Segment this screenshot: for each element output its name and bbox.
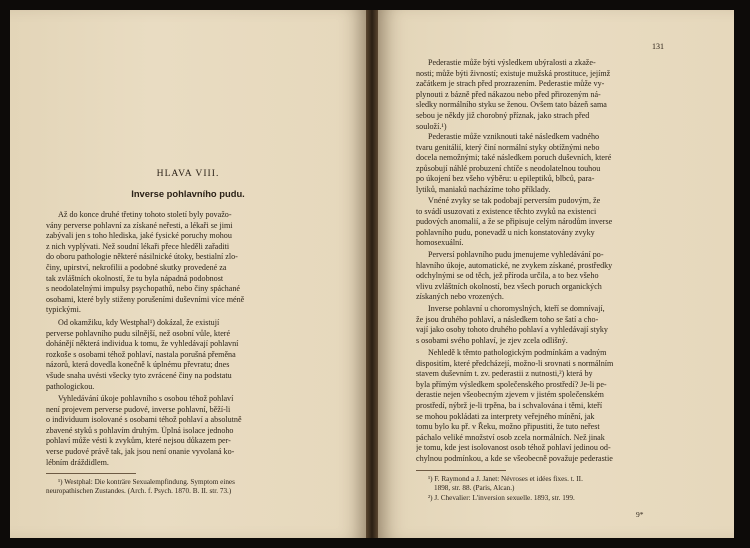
right-paragraph-6 <box>416 348 712 465</box>
text-line: nosti; může býti živností; existuje mužská prostituce, jejímž <box>416 68 611 78</box>
book-gutter <box>366 10 378 538</box>
footnote-line: ¹) F. Raymond a J. Janet: Névroses et idées fixes. t. II. <box>428 475 583 483</box>
text-line: po úkojení bez všeho výběru: u epileptiků, blbců, para- <box>416 174 595 184</box>
text-line: Od okamžiku, kdy Westphal¹) dokázal, že existují <box>58 318 220 327</box>
left-footnotes <box>46 478 342 497</box>
right-footnotes <box>416 475 712 503</box>
footnote-line: ¹) Westphal: Die konträre Sexualempfindung. Symptom eines <box>58 478 235 486</box>
paragraph-text <box>46 318 342 392</box>
text-line: perverse pohlavního pudu silnější, než osobní vůle, které <box>46 328 231 338</box>
text-line: s osobami svého pohlaví, je zjev zcela odlišný. <box>416 335 568 345</box>
text-line: tak zvláštních okolností, že tu byla nápadná podobnost <box>46 273 224 283</box>
chapter-subtitle: Inverse pohlavního pudu. <box>131 188 245 199</box>
text-line: Pederastie může vzniknouti také následkem vadného <box>428 132 600 141</box>
text-line: plynouti z bázně před nákazou nebo před přirozeným ná- <box>416 89 601 99</box>
text-line: odchylnými se od těch, jež příroda určila, a to bez všeho <box>416 271 599 281</box>
text-line: vají jako osoby tohoto druhého pohlaví a vyhledávají styky <box>416 325 608 335</box>
text-line: Až do konce druhé třetiny tohoto století byly považo- <box>58 210 232 219</box>
footnote-line: neuropathischen Zustandes. (Arch. f. Psych. 1870. B. II. str. 73.) <box>46 487 232 496</box>
text-line: s neodolatelnými impulsy psychopathů, nebo činy spáchané <box>46 284 240 294</box>
text-line: pohlavního pudu, ponevadž u nich konstatovány zvyky <box>416 227 595 237</box>
text-line: získaných nebo vrozených. <box>416 292 504 302</box>
right-paragraph-1 <box>416 58 712 132</box>
footnote-line: ²) J. Chevalier: L'inversion sexuelle. 1893, str. 199. <box>428 493 575 502</box>
text-line: rozkoše s osobami téhož pohlaví, nastala porušná přeměna <box>46 349 236 359</box>
text-line: že jsou druhého pohlaví, a následkem toho se šatí a cho- <box>416 314 599 324</box>
text-line: Pederastie může býti výsledkem ubýralosti a zkaže- <box>428 58 596 67</box>
text-line: Perversí pohlavního pudu jmenujeme vyhledávání po- <box>428 250 604 259</box>
right-page <box>378 10 734 538</box>
paragraph-text <box>416 132 712 196</box>
text-line: není projevem perverse pudové, inverse pohlavní, běží-li <box>46 404 231 414</box>
text-line: homosexuální. <box>416 238 464 248</box>
paragraph-text <box>416 304 712 346</box>
text-line: Inverse pohlavní u choromyslných, kteří se domnívají, <box>428 304 605 313</box>
text-line: zabývali jen s toho hlediska, jaké fysické poruchy mohou <box>46 231 232 241</box>
signature-mark: 9* <box>636 510 644 519</box>
footnote-line: 1898, str. 88. (Paris, Alcan.) <box>434 484 515 493</box>
text-line: vlivu zvláštních okolností, bez všech poruch organických <box>416 281 602 291</box>
text-line: Nehledě k těmto pathologickým podmínkám a vadným <box>428 348 607 357</box>
text-line: sledky normálního styku se ženou. Ovšem tato bázeň sama <box>416 100 607 110</box>
paragraph-text <box>46 210 342 316</box>
text-line: prostředí, nýbrž je-li trpěna, ba i schvalována i těmi, kteří <box>416 400 603 410</box>
chapter-title: HLAVA VIII. <box>156 168 220 179</box>
text-line: začátkem je strach před prozrazením. Pederastie může vy- <box>416 79 605 89</box>
text-line: názorů, která dovedla konečně k úplnému převratu; dnes <box>46 360 230 370</box>
text-line: hlavního úkoje, automatické, ne zvykem získané, prostředky <box>416 260 613 270</box>
text-line: osobami, které byly stiženy porušeními duševními více méně <box>46 294 245 304</box>
text-line: to svádí usuzovati z existence těchto zvyků na existenci <box>416 206 597 216</box>
left-paragraph-2 <box>46 318 342 392</box>
footnote-rule <box>46 473 136 474</box>
text-line: stavem duševním t. zv. pederastii z nutnosti,²) která by <box>416 369 593 379</box>
text-line: zbavené styků s pohlavím druhým. Úplná isolace jednoho <box>46 425 234 435</box>
text-line: činy, upirství, nekrofilii a podobné skutky provedené za <box>46 262 227 272</box>
text-line: docela nemožnými; také následkem poruch duševních, které <box>416 153 612 163</box>
left-paragraph-1 <box>46 210 342 316</box>
text-line: tomu bylo ku př. v Řeku, možno připustiti, že tuto neřest <box>416 422 600 432</box>
text-line: typickými. <box>46 305 81 315</box>
text-line: z nich vyplývati. Než soudní lékaři přece hleděli zařaditi <box>46 241 230 251</box>
right-paragraph-4 <box>416 250 712 303</box>
text-line: verse pudové právě tak, jak jsou není onanie vyvolaná ko- <box>46 446 235 456</box>
right-paragraph-5 <box>416 304 712 346</box>
left-page <box>10 10 366 538</box>
text-line: způsobují náhlé probuzení chtíče s neodolatelnou touhou <box>416 163 601 173</box>
text-line: vány perverse pohlavní za získané neřesti, a lékaři se jimi <box>46 220 233 230</box>
paragraph-text <box>416 58 712 132</box>
text-line: sebou je někdy již chorobný příznak, jako strach před <box>416 110 590 120</box>
text-line: se mohou pokládati za interprety veřejného mínění, jak <box>416 411 595 421</box>
text-line: páchalo veliké množství osob zcela normálních. Než jinak <box>416 432 605 442</box>
text-line: Vnéné zvyky se tak podobají perversím pudovým, že <box>428 196 601 205</box>
text-line: byla přímým výsledkem společenského prostředí? Je-li pe- <box>416 379 607 389</box>
text-line: dispositím, které předcházejí, možno-li srovnati s normálním <box>416 358 614 368</box>
text-line: lytiků, maniaků nacházíme toho příklady. <box>416 184 551 194</box>
text-line: souloží.¹) <box>416 121 447 131</box>
paragraph-text <box>416 348 712 465</box>
paragraph-text <box>416 250 712 303</box>
text-line: o individuum isolované s osobami téhož pohlaví a absolutně <box>46 415 242 425</box>
left-paragraph-3 <box>46 394 342 468</box>
text-line: lébním dráždidlem. <box>46 457 109 467</box>
right-paragraph-3 <box>416 196 712 249</box>
text-line: chylnou podmínkou, a kde se všeobecně považuje pederastie <box>416 453 613 463</box>
text-line: do oboru pathologie některé násilnické útoky, bestialní zlo- <box>46 252 238 262</box>
right-paragraph-2 <box>416 132 712 196</box>
text-line: derastie nejen všeobecným zjevem v jistém společenském <box>416 390 604 400</box>
text-line: je tomu, kde jest isolovanost osob téhož pohlaví jedinou od- <box>416 443 611 453</box>
paragraph-text <box>416 196 712 249</box>
text-line: tvaru genitálií, který činí normální styky obtížnými nebo <box>416 142 600 152</box>
text-line: pudových anomalií, a že se připisuje celým národům inverse <box>416 217 613 227</box>
page-number: 131 <box>652 42 664 51</box>
text-line: dohánějí některá individua k tomu, že vyhledávají pohlavní <box>46 339 239 349</box>
text-line: všude snaha uvésti všecky tyto zvrácené činy na podstatu <box>46 370 232 380</box>
text-line: pohlaví může vésti k zvykům, které nejsou důkazem per- <box>46 436 231 446</box>
paragraph-text <box>46 394 342 468</box>
footnote-rule <box>416 470 506 471</box>
text-line: Vyhledávání úkoje pohlavního s osobou téhož pohlaví <box>58 394 234 403</box>
text-line: pathologickou. <box>46 381 95 391</box>
